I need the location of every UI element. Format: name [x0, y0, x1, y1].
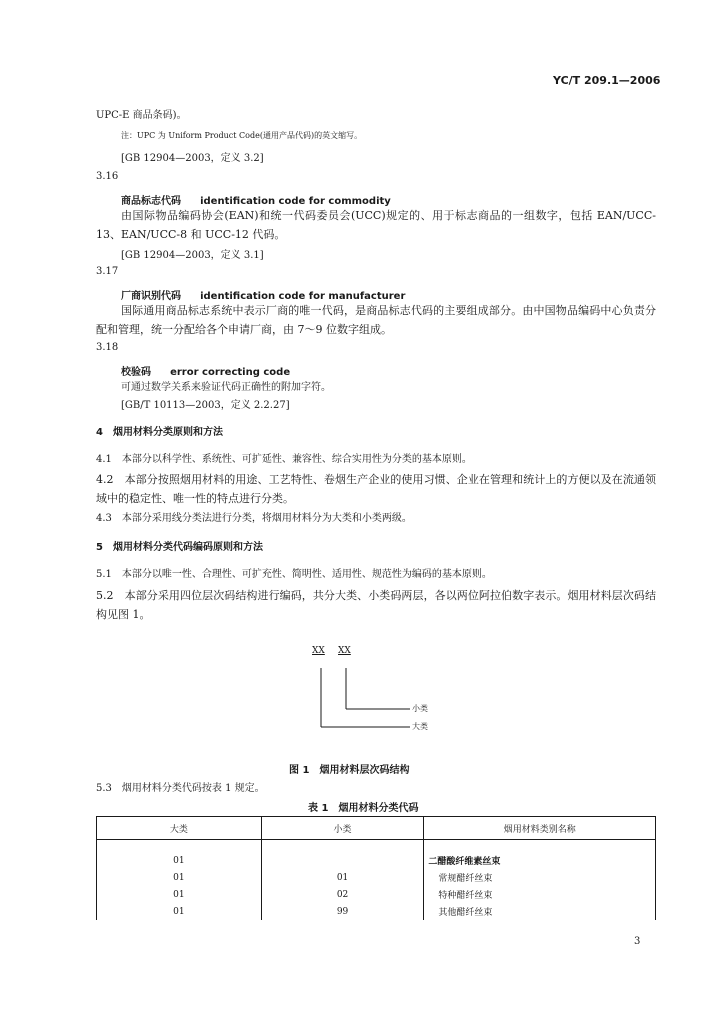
- figure-caption: 图 1 烟用材料层次码结构: [289, 765, 410, 776]
- term-3-16-en: identification code for commodity: [200, 196, 391, 207]
- term-3-16-number: 3.16: [96, 171, 119, 182]
- upce-tail-text: UPC-E 商品条码)。: [96, 110, 187, 121]
- upce-note: 注：UPC 为 Uniform Product Code(通用产品代码)的英文缩写。: [121, 131, 363, 140]
- cell-minor: 99: [261, 903, 424, 920]
- upce-reference: [GB 12904—2003，定义 3.2]: [121, 153, 264, 164]
- cell-category: 二醋酸纤维素丝束: [424, 840, 656, 870]
- cell-major: 01: [97, 903, 262, 920]
- term-3-17-cn: 厂商识别代码: [121, 291, 181, 302]
- table-row: [97, 869, 656, 886]
- term-3-16-reference: [GB 12904—2003，定义 3.1]: [121, 250, 264, 261]
- term-3-16-definition: 由国际物品编码协会(EAN)和统一代码委员会(UCC)规定的、用于标志商品的一组数字，包括 EAN/UCC-13、EAN/UCC-8 和 UCC-12 代码。: [96, 209, 656, 241]
- figure-code-minor: XX: [338, 646, 351, 656]
- clause-5-3: 5.3 烟用材料分类代码按表 1 规定。: [96, 783, 265, 794]
- clause-4-1: 4.1 本部分以科学性、系统性、可扩延性、兼容性、综合实用性为分类的基本原则。: [96, 454, 472, 465]
- cell-category: 其他醋纤丝束: [424, 903, 656, 920]
- clause-5-2: 5.2 本部分采用四位层次码结构进行编码，共分大类、小类码两层，各以两位阿拉伯数字表示。烟用材料层次码结构见图 1。: [96, 589, 656, 621]
- term-3-18-definition: 可通过数学关系来验证代码正确性的附加字符。: [121, 382, 331, 393]
- term-3-18-cn: 校验码: [121, 367, 151, 378]
- table-caption: 表 1 烟用材料分类代码: [308, 803, 419, 814]
- term-3-17-definition: 国际通用商品标志系统中表示厂商的唯一代码，是商品标志代码的主要组成部分。由中国物品编码中心负责分配和管理，统一分配给各个申请厂商，由 7～9 位数字组成。: [96, 304, 656, 336]
- figure-label-major: 大类: [412, 722, 428, 731]
- header-category-name: 烟用材料类别名称: [424, 817, 656, 840]
- cell-major: 01: [97, 869, 262, 886]
- term-3-17-number: 3.17: [96, 266, 119, 277]
- table-header-row: [97, 817, 656, 840]
- table-row: [97, 886, 656, 903]
- clause-4-3: 4.3 本部分采用线分类法进行分类，将烟用材料分为大类和小类两级。: [96, 513, 412, 524]
- figure-label-minor: 小类: [412, 704, 428, 713]
- cell-major: 01: [97, 840, 262, 870]
- section-5-title: 5 烟用材料分类代码编码原则和方法: [96, 542, 263, 553]
- term-3-18-reference: [GB/T 10113—2003，定义 2.2.27]: [121, 400, 290, 411]
- table-row: [97, 840, 656, 870]
- term-3-16-cn: 商品标志代码: [121, 196, 181, 207]
- table-row: [97, 903, 656, 920]
- standard-number: YC/T 209.1—2006: [553, 74, 661, 87]
- section-4-title: 4 烟用材料分类原则和方法: [96, 427, 223, 438]
- cell-minor: 02: [261, 886, 424, 903]
- page-number: 3: [634, 936, 641, 947]
- material-code-table: [96, 816, 656, 920]
- term-3-18-number: 3.18: [96, 342, 119, 353]
- term-3-17-en: identification code for manufacturer: [200, 291, 406, 302]
- cell-category: 常规醋纤丝束: [424, 869, 656, 886]
- clause-4-2: 4.2 本部分按照烟用材料的用途、工艺特性、卷烟生产企业的使用习惯、企业在管理和统计上的方便以及在流通领域中的稳定性、唯一性的特点进行分类。: [96, 473, 656, 505]
- cell-major: 01: [97, 886, 262, 903]
- clause-5-1: 5.1 本部分以唯一性、合理性、可扩充性、简明性、适用性、规范性为编码的基本原则。: [96, 569, 492, 580]
- header-minor-class: 小类: [261, 817, 424, 840]
- figure-code-major: XX: [312, 646, 325, 656]
- cell-minor: [261, 840, 424, 870]
- cell-minor: 01: [261, 869, 424, 886]
- term-3-18-en: error correcting code: [170, 367, 291, 378]
- cell-category: 特种醋纤丝束: [424, 886, 656, 903]
- header-major-class: 大类: [97, 817, 262, 840]
